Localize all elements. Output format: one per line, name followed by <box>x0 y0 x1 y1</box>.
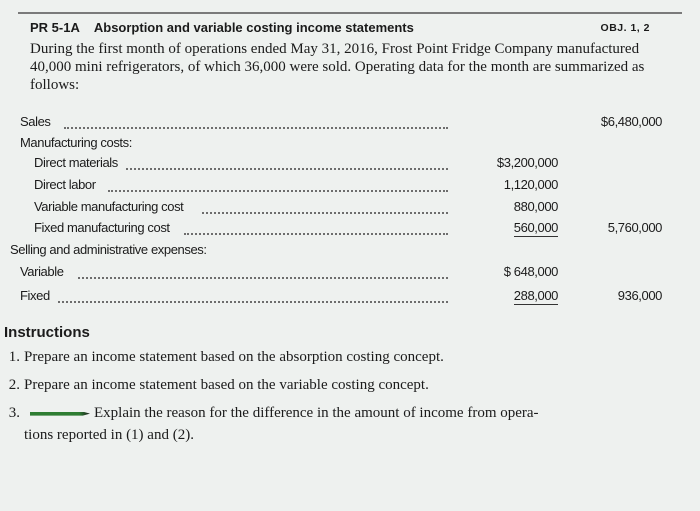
instruction-text: Explain the reason for the difference in the amount of income from opera- <box>94 405 539 421</box>
instruction-text: Prepare an income statement based on the variable costing concept. <box>24 377 429 393</box>
instruction-text: Prepare an income statement based on the absorption costing concept. <box>24 349 444 365</box>
problem-title: Absorption and variable costing income statements <box>93 20 414 35</box>
instruction-continuation: tions reported in (1) and (2). <box>24 427 194 443</box>
selling-variable-label: Variable <box>20 264 64 279</box>
selling-total: 936,000 <box>617 288 662 303</box>
dot-leader <box>202 210 448 214</box>
variable-mfg-label: Variable manufacturing cost <box>34 199 184 214</box>
instruction-item <box>0 404 700 422</box>
dot-leader <box>108 188 448 192</box>
dot-leader <box>184 231 448 235</box>
manufacturing-total: 5,760,000 <box>607 220 662 235</box>
dot-leader <box>64 125 448 129</box>
fixed-mfg-amount: 560,000 <box>513 220 558 235</box>
instructions-title: Instructions <box>4 324 90 341</box>
manufacturing-heading: Manufacturing costs: <box>20 135 132 150</box>
instruction-item <box>0 348 700 366</box>
problem-intro: During the first month of operations ended May 31, 2016, Frost Point Fridge Company manufactured 40,000 mini refrigerators, of which 36,000 were sold. Operating data for the month are summarized as follows: <box>30 41 645 93</box>
selling-variable-amount: $ 648,000 <box>503 264 558 279</box>
sales-label: Sales <box>20 114 51 129</box>
variable-mfg-amount: 880,000 <box>513 199 558 214</box>
objectives-label: OBJ. 1, 2 <box>600 22 650 34</box>
selling-admin-heading: Selling and administrative expenses: <box>10 242 207 257</box>
dot-leader <box>126 166 448 170</box>
dot-leader <box>78 275 448 279</box>
dot-leader <box>58 299 448 303</box>
pen-icon <box>30 412 90 416</box>
instruction-number: 2. <box>8 377 20 393</box>
selling-fixed-amount: 288,000 <box>513 288 558 303</box>
selling-fixed-label: Fixed <box>20 288 50 303</box>
instruction-number: 1. <box>8 349 20 365</box>
problem-number: PR 5-1A <box>30 20 80 35</box>
sales-total: $6,480,000 <box>600 114 662 129</box>
instruction-item <box>0 376 700 394</box>
instruction-number: 3. <box>8 405 20 421</box>
direct-labor-amount: 1,120,000 <box>503 177 558 192</box>
fixed-mfg-label: Fixed manufacturing cost <box>34 220 170 235</box>
direct-materials-label: Direct materials <box>34 155 118 170</box>
direct-materials-amount: $3,200,000 <box>496 155 558 170</box>
direct-labor-label: Direct labor <box>34 177 96 192</box>
